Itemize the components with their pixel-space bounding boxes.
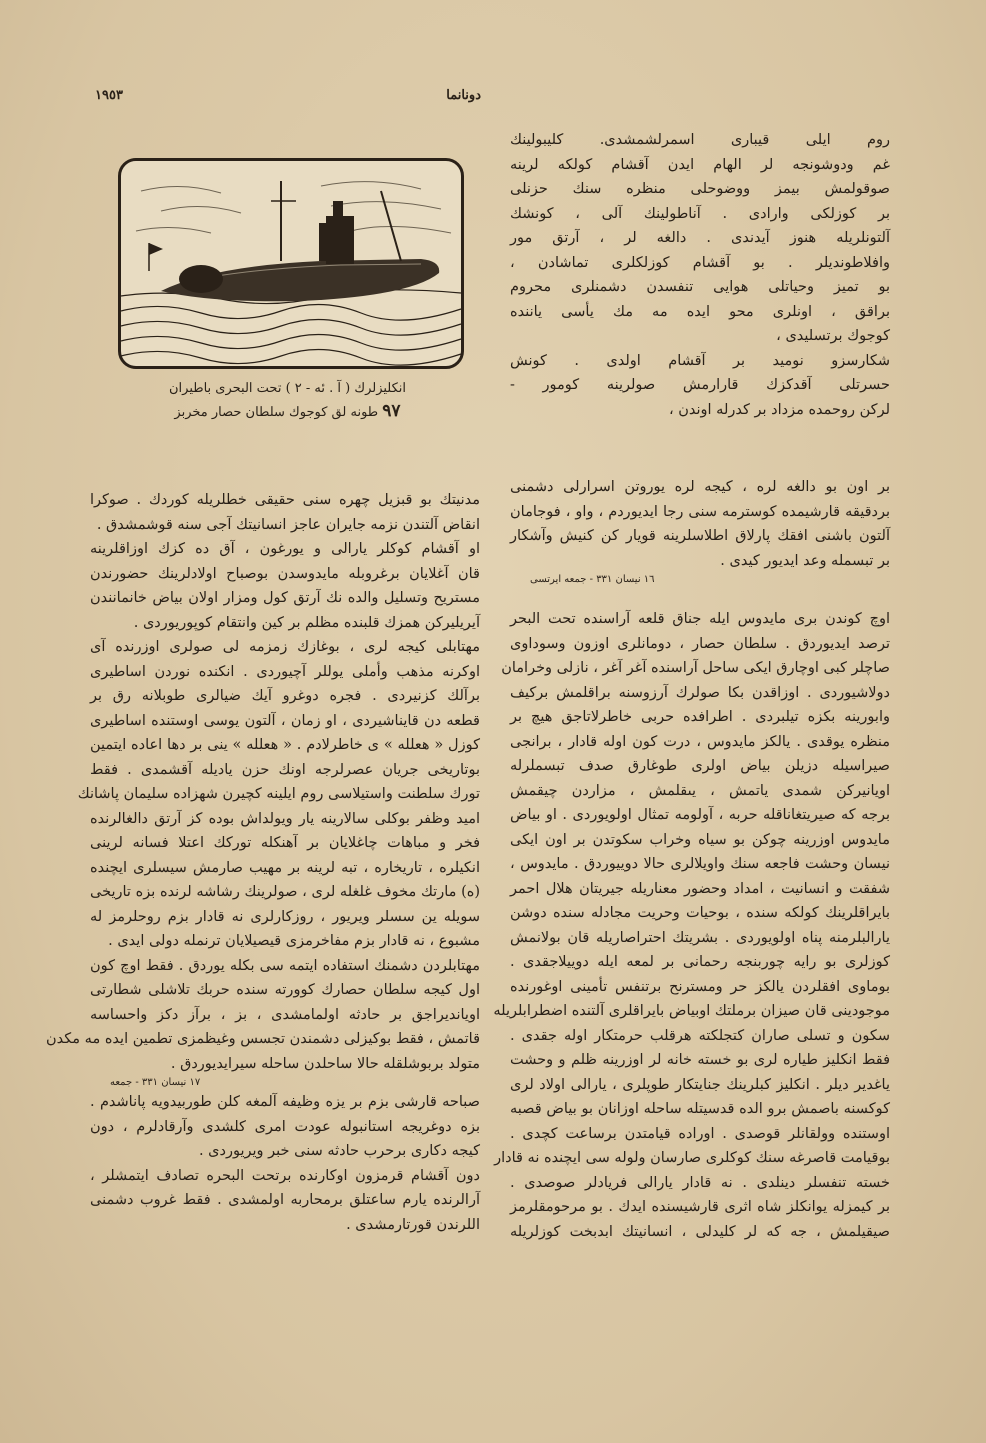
paragraph-2: شكارسزو نوميد بر آقشام اولدى . كونش حسرتلى آقدكزك قارارمش صولرينه كومور - لركن روحمده مزداد بر كدرله اوندن ، <box>510 352 890 418</box>
paragraph-4: اوچ كوندن برى مايدوس ايله جناق قلعه آراسنده تحت البحر ترصد ايديوردق . سلطان حصار ، دومانلرى اوزون وسوداوى صاچلر كبى اوچارق ايكى ساحل آراسنده آغر آغر ، نازلى وخرامان دولاشيوردى . اوزاقدن بكا صولرك آرزوسنه براقلمش بركيف وابورينه بكزه تيلبردى . اطرافده حربى خاطرلاتاجق هيچ بر منظره يوقدى . يالكز مايدوس ، درت كون اوله قادار ، برانجى صيراسيله دزيلن بياض اولرى طوغارق صدف تبسملرله اويانيركن شمدى ياتمش ، يىقلمش ، مزاردن چيقمش برجه كه صيريتغاناقله حربه ، آولومه تمثال اولويوردى . او بياض مايدوس اوزرينه چوكن بو سياه وخراب سكوتدن بر اون ايكى نيسان وحشت فاجعه سنك واويلالرى حالا دوييوردق . مايدوس ، شفقت و انسانيت ، امداد وحضور معناريله جيريتان هلال احمر بايراقلرينك كولكه سنده ، بوحيات وحريت مجادله سنده دوشن يارالبلرمنه پناه اولويوردى . بشريتك احتراصاريله قان بولانمش كوزلرى بو رايه چوربنجه رحمانى بر لمعه ايله دوييلاجقدى . بوماوى افقلردن يالكز حر ومسترنح برتنفس تأمينى اوغورنده موجودينى قان صيزان برملتك اوبياض بايراقلرى آلتنده اضطرابلريله سكون و تسلى صاران كتجلكته هرقلب حرمتكار اوله جقدى . فقط انكليز طياره لرى بو خسته خانه لر اوزرينه ظلم و وحشت ياغدير ديلر . انكليز كبلرينك جنايتكار طوپلرى ، يارالى اولاد لرى كوكسنه باصمش برو الده قدسيتله ساحله اوزانان بو بياض قصبه اوستنده وولقانلر قوصدى . اوراده قيامتدن برساعت كچدى . بوقيامت قاصرغه سنك كوكلرى صارسان ولوله سى ايچنده نه قادار خسته تنفسلر دينلدى . نه قادار يارالى فريادلر صوصدى . بر كيمزله يوانكلز شاه اثرى قارشيسنده ايدك . بو مرحومقلرمز صيقيلمش ، جه كه لر كليدلى ، انسانيتك ابدبخت كوزلريله <box>493 611 890 1240</box>
paragraph-3: بر اون بو دالغه لره ، كيجه لره يوروتن اسرارلى دشمنى بردقيقه قارشيمده كوسترمه سنى رجا ايديوردم ، واو ، فوجامان آلتون باشنى افقك پارلاق اطلاسلرينه قويار كن كنيش وآشكار بر تبسمله وعد ايديور كيدى . <box>510 479 890 569</box>
paragraph-6: او آقشام كوكلر يارالى و يورغون ، آق ده كزك اوزاقلرينه قان آغلايان برغروبله مايدوسدن بوصباح اولادلرينك حضورندن مستريح وتسليل والده نك آرتق كول ومزار اولان بياض خانمانندن آيريليركن همزك قلبنده مظلم بر كين وانتقام كوپوريوردى . <box>90 541 480 631</box>
magazine-title: دونانما <box>446 88 481 103</box>
page-number: ١٩٥٣ <box>95 88 123 103</box>
paragraph-5: مدنيتك بو قبزيل چهره سنى حقيقى خطلريله كوردك . صوكرا انقاض آلتندن نزمه جايران عاجز انسانيتك آجى سنه قوشمشدق . <box>90 492 480 533</box>
paragraph-8: مهتابلردن دشمنك استفاده ايتمه سى بكله يوردق . فقط اوچ كون اول كيجه سلطان حصارك كوورته سنده حربك تلاشلى شطارتى اويانديراجق بر حادثه اولمامشدى ، بز ، برآز دكز واحساسه قاتمش ، فقط بوكيزلى دشمندن تجسس وغيظمزى تطمين ايده مه مكدن متولد بربوشلقله حالا ساحلدن ساحله سيرايديوردق . <box>46 957 480 1072</box>
paragraph-7: مهتابلى كيجه لرى ، بوغازك زمزمه لى صولرى اوزرنده آى اوكرنه مذهب وأملى يوللر آچيوردى . انكنده نوردن اساطيرى برآلك كزنيردى . فجره دوغرو آيك ضيالرى طوبلانه رق بر قطعه دن قايناشيردى ، او زمان ، آلتون يوسى اوستنده اساطيرى كوزل « هعلله » ى خاطرلادم . « هعلله » ينى بر دها اعاده ايتمين بوتاريخى جريان عصرلرجه اونك حزن يادیله آقشمدى . فقط تورك سلطنت واستيلاسى روم ايلينه كچيرن شهزاده سليمان پاشانك اميد وظفر بوكلى سالارينه يار ويولداش بوده كز آرتق دالغالرنده فخر و مباهات چاغلايان بر آهنكله توركك اعتلا فسانه لرينى انكيلره ، تاريخاره ، تبه لرينه بر مهيب صارمش سيسلرى ايچنده (ه) مارتك مخوف غلغله لرى ، صولرينك رشاشه لرنده بزه تاريخى سويله ين سسلر ويريور ، روزكارلرى نه قادار بزم روحلرمز له مشبوع ، نه قادار بزم مفاخرمزى قيصيلايان ترنمله دولى ايدى . <box>77 639 480 949</box>
submarine-illustration <box>118 158 464 369</box>
right-column <box>510 128 890 422</box>
paragraph-9: صباحه قارشى بزم بر يزه وظيفه آلمغه كلن طوربيدويه پاناشدم . بزه دوغريجه استانبوله عودت امرى كلشدى وآرقادلرم ، دون كيجه دكارى برحرب حادثه سنى خبر ويريوردى . <box>90 1094 480 1159</box>
caption-line-2: طونه لق كوجوك سلطان حصار مخربز <box>174 405 379 420</box>
page-header <box>95 88 891 118</box>
right-column-body <box>493 607 890 1244</box>
figure-number: ٩٧ <box>382 401 401 421</box>
paragraph-1: روم ايلى قيبارى اسمرلشمشدى. كليبولينك غم ودوشونجه لر الهام ايدن آقشام كولكه لرينه صوقولمش بيمز ووضوحلى منظره سنك حزنلى بر كوزلكى وارادى . آناطولينك آلى ، كونشك آلتونلريله هنوز آيدندى . دالغه لر ، آرتق مور وافلاطونديلر . بو آقشام كوزلكلرى تماشادن ، بو تميز وحياتلى هوايى تنفسدن دشمنلرى محروم براقق ، اونلرى محو ايده مه مك يأسى ياننده كوجوك برتسليدى ، <box>510 132 890 344</box>
left-column <box>46 488 480 1237</box>
figure-caption <box>110 378 465 424</box>
paragraph-10: دون آقشام قرمزون اوكارنده برتحت البحره تصادف ايتمشلر ، آرالرنده يارم ساعتلق برمحاربه اولمشدى . فقط غروب دشمنى اللرندن قورتارمشدى . <box>90 1167 480 1233</box>
right-column-wide <box>510 475 890 587</box>
caption-line-1: انكليزلرك ( آ . ئه - ٢ ) تحت البحرى باطيران <box>168 381 407 396</box>
submarine-drawing <box>121 161 461 366</box>
date-line-1: ١٦ نيسان ٣٣١ - جمعه ايرتسى <box>530 574 655 585</box>
date-line-2: ١٧ نيسان ٣٣١ - جمعه <box>110 1077 201 1088</box>
